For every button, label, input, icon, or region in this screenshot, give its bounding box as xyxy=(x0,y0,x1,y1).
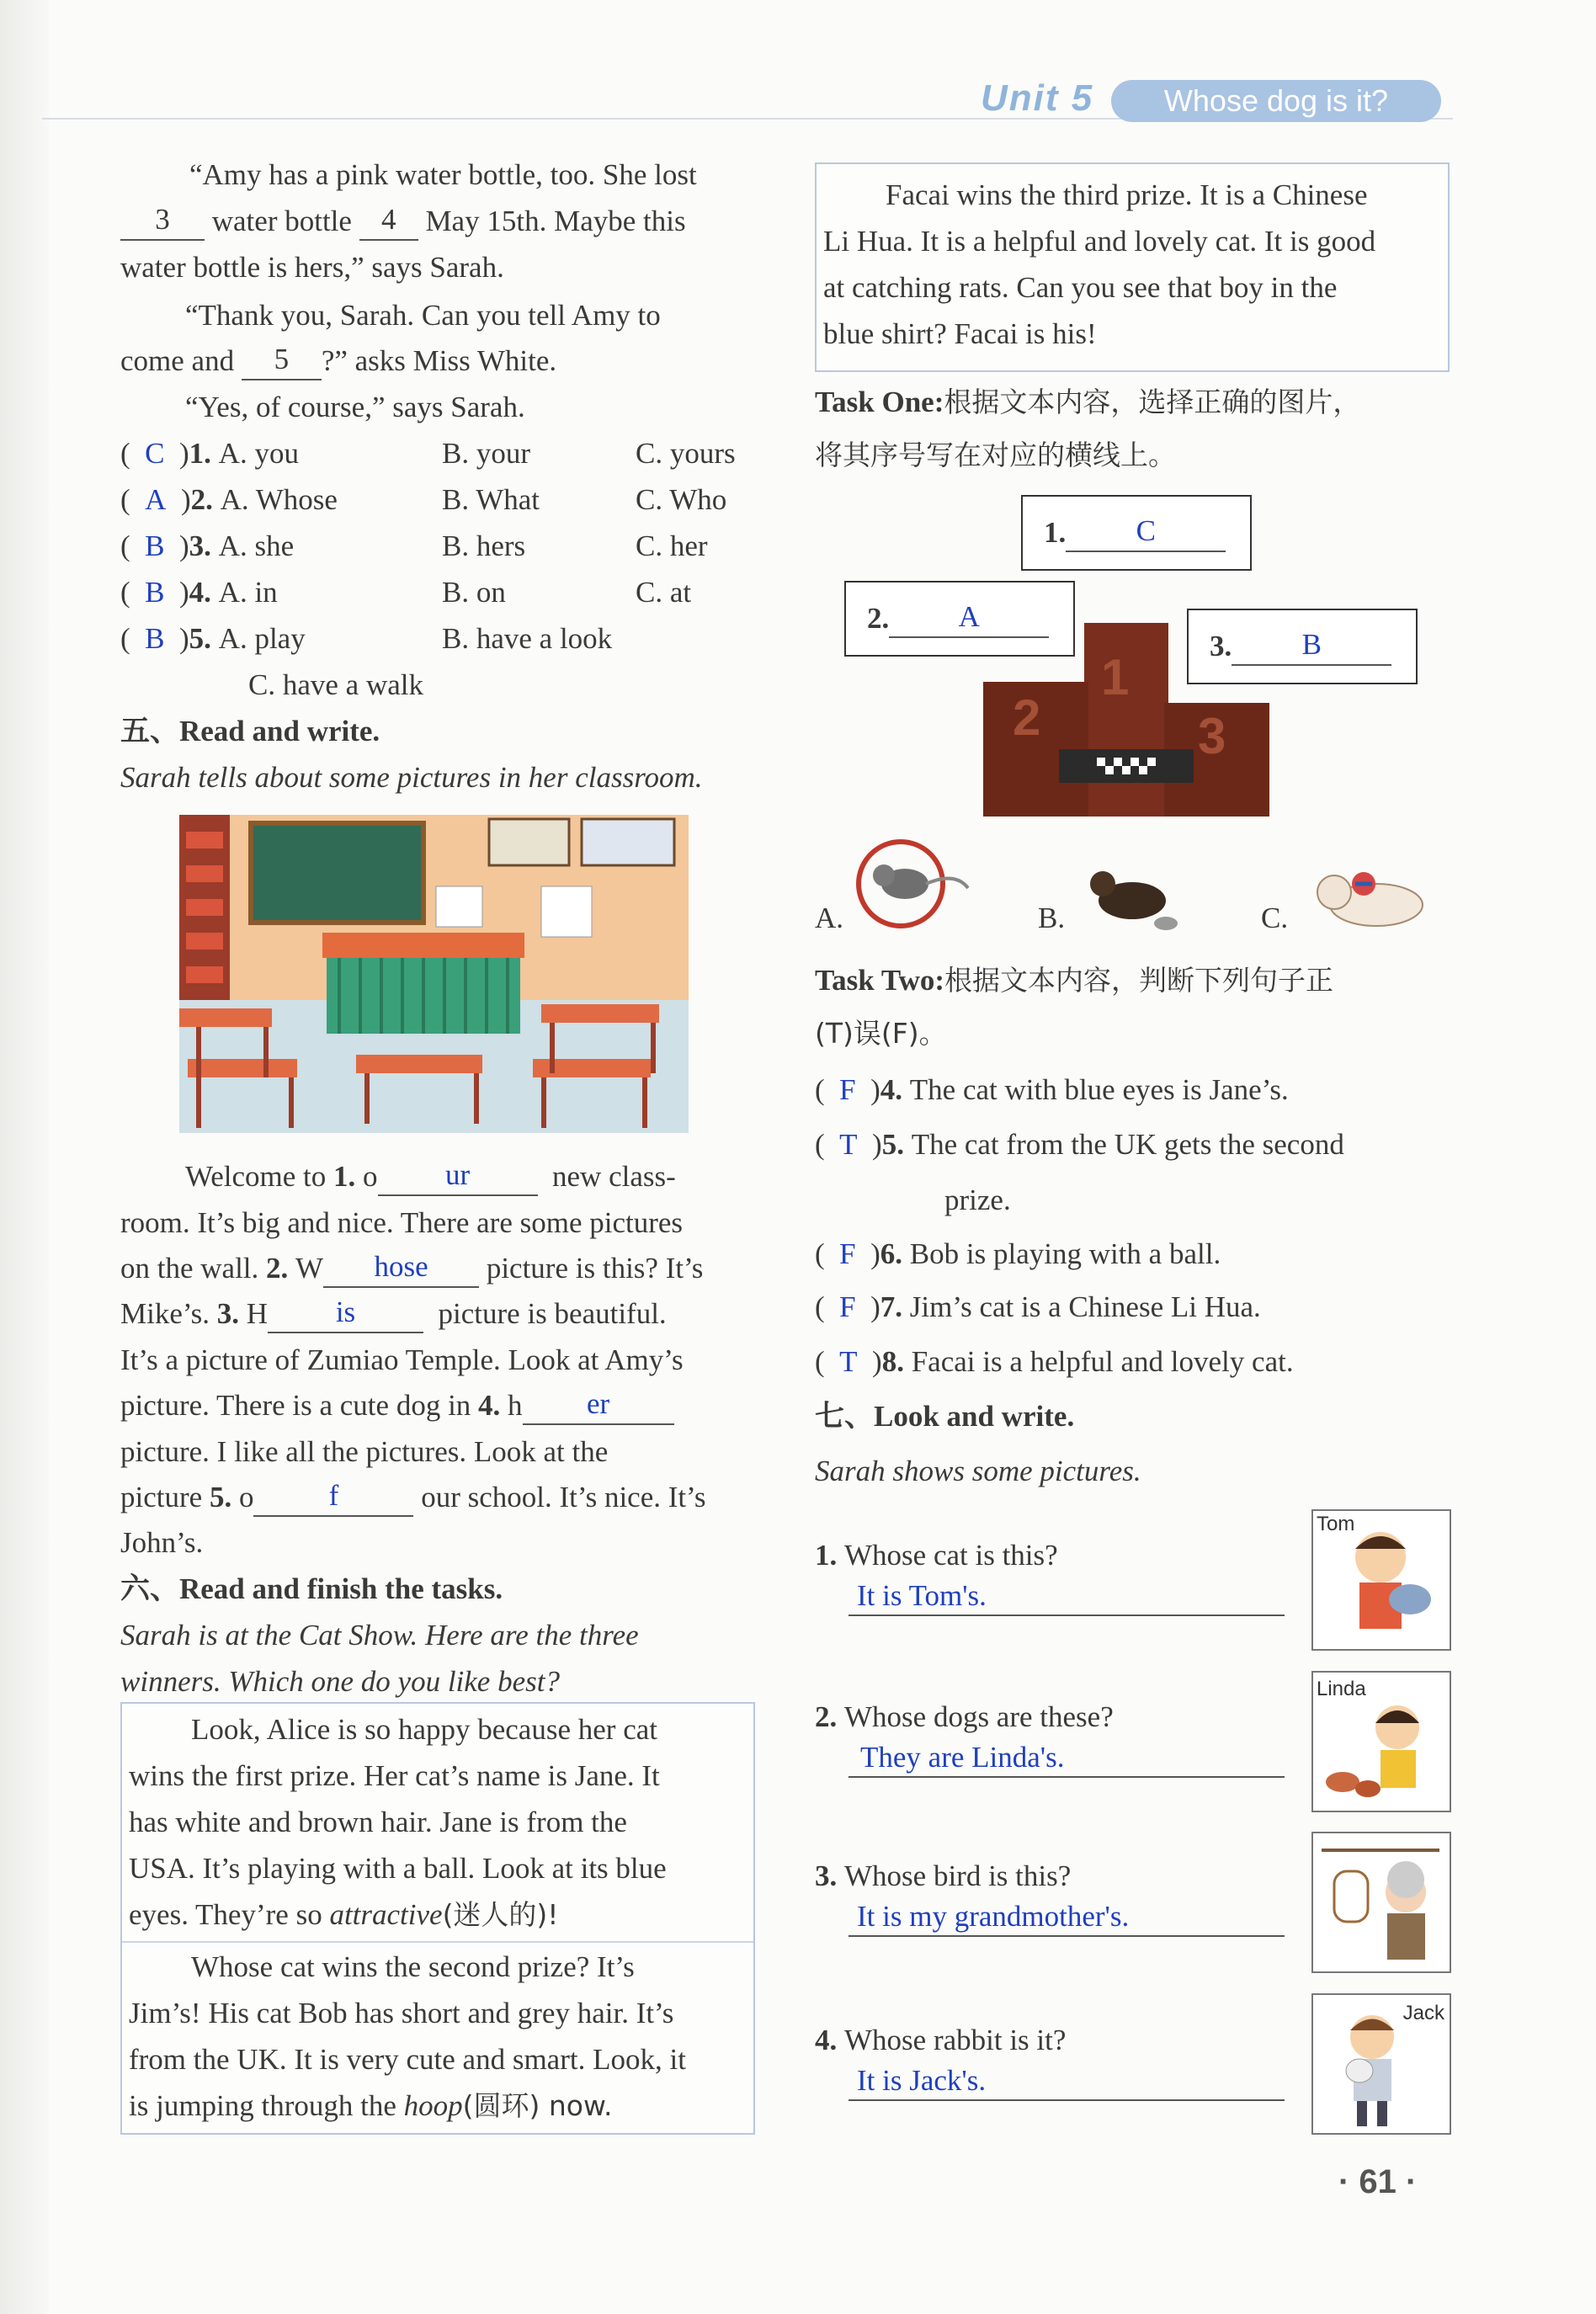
cloze-line: water bottle is hers,” says Sarah. xyxy=(120,251,504,284)
section6-subtitle-1: Sarah is at the Cat Show. Here are the three xyxy=(120,1619,639,1652)
blank-5: f xyxy=(253,1476,413,1517)
cat-ball-image xyxy=(1296,859,1431,939)
task-one-heading-2: 将其序号写在对应的横线上。 xyxy=(815,439,1176,471)
mcq-option: C. have a walk xyxy=(248,668,423,701)
tf-item-cont: prize. xyxy=(944,1184,1011,1216)
podium-digit-2: 2 xyxy=(1013,689,1041,746)
mcq-option: C. at xyxy=(636,576,692,609)
passage-line: John’s. xyxy=(120,1526,204,1559)
passage-line: room. It’s big and nice. There are some pictures xyxy=(120,1206,684,1239)
unit-label: Unit 5 xyxy=(981,77,1094,119)
section5-title: 五、Read and write. xyxy=(120,715,380,747)
mcq-option: B. have a look xyxy=(442,622,613,655)
page-number: · 61 · xyxy=(1338,2163,1418,2200)
mcq-option: B. your xyxy=(442,437,530,470)
podium-digit-1: 1 xyxy=(1101,649,1130,705)
answer-line xyxy=(849,1776,1285,1778)
task-two-heading: Task Two:根据文本内容，判断下列句子正 xyxy=(815,964,1334,997)
passage-line: picture 5. o f our school. It’s nice. It’s xyxy=(120,1478,705,1519)
section5-subtitle: Sarah tells about some pictures in her classroom. xyxy=(120,761,703,794)
answer-line xyxy=(849,1614,1285,1616)
linda-picture: Linda xyxy=(1311,1671,1451,1812)
tf-item: ( F )4. The cat with blue eyes is Jane’s. xyxy=(815,1073,1289,1106)
choice-a-label: A. xyxy=(815,902,844,934)
passage-box-3: Facai wins the third prize. It is a Chinese Li Hua. It is a helpful and lovely cat. It is good at catching rats. Can you see that boy in the blue shirt? Facai is his! xyxy=(815,162,1450,372)
tom-picture: Tom xyxy=(1311,1509,1451,1651)
passage-line: Welcome to 1. o ur new class- xyxy=(185,1157,676,1198)
cloze-line: 3 water bottle 4 May 15th. Maybe this xyxy=(120,202,686,242)
blank-1: ur xyxy=(378,1156,538,1196)
answer-line xyxy=(849,1935,1285,1937)
tf-item: ( T )8. Facai is a helpful and lovely cat. xyxy=(815,1345,1294,1378)
blank-2: hose xyxy=(323,1247,479,1288)
tf-item: ( F )6. Bob is playing with a ball. xyxy=(815,1237,1221,1270)
mcq-option: B. hers xyxy=(442,529,526,562)
mcq-option: C. her xyxy=(636,529,708,562)
look-write-answer-1: It is Tom's. xyxy=(857,1579,987,1612)
look-write-question-1: 1. Whose cat is this? xyxy=(815,1539,1058,1572)
passage-line: picture. There is a cute dog in 4. h er xyxy=(120,1386,674,1427)
tf-item: ( T )5. The cat from the UK gets the second xyxy=(815,1128,1344,1161)
look-write-question-4: 4. Whose rabbit is it? xyxy=(815,2024,1067,2056)
mcq-item: ( B )4. A. in xyxy=(120,576,278,609)
podium-answer-2: 2. A xyxy=(844,581,1075,657)
section7-title: 七、Look and write. xyxy=(815,1400,1075,1433)
tf-item: ( F )7. Jim’s cat is a Chinese Li Hua. xyxy=(815,1290,1261,1323)
blank-4: er xyxy=(523,1385,674,1425)
look-write-answer-3: It is my grandmother's. xyxy=(857,1900,1130,1933)
jack-picture: Jack xyxy=(1311,1993,1451,2135)
blank-3: is xyxy=(268,1293,423,1333)
mcq-option: B. What xyxy=(442,483,540,516)
cloze-line: come and 5 ?” asks Miss White. xyxy=(120,342,556,382)
cloze-line: “Thank you, Sarah. Can you tell Amy to xyxy=(185,299,661,332)
podium-answer-1: 1. C xyxy=(1021,495,1252,571)
passage-line: picture. I like all the pictures. Look at the xyxy=(120,1435,609,1468)
mcq-item: ( C )1. A. you xyxy=(120,437,299,470)
mcq-option: B. on xyxy=(442,576,506,609)
blank-5: 5 xyxy=(242,340,322,380)
podium-answer-3: 3. B xyxy=(1187,609,1418,684)
podium-illustration xyxy=(983,623,1269,817)
passage-line: on the wall. 2. W hose picture is this? It’s xyxy=(120,1249,703,1290)
look-write-question-3: 3. Whose bird is this? xyxy=(815,1859,1072,1892)
look-write-answer-2: They are Linda's. xyxy=(860,1741,1065,1774)
mcq-item: ( A )2. A. Whose xyxy=(120,483,338,516)
passage-line: It’s a picture of Zumiao Temple. Look at Amy’s xyxy=(120,1343,684,1376)
blank-3: 3 xyxy=(120,200,205,241)
grandmother-picture xyxy=(1311,1832,1451,1973)
choice-b-label: B. xyxy=(1038,902,1066,934)
blank-4: 4 xyxy=(359,200,418,241)
passage-line: Mike’s. 3. H is picture is beautiful. xyxy=(120,1295,667,1335)
choice-c-label: C. xyxy=(1261,902,1289,934)
answer-line xyxy=(849,2099,1285,2101)
cloze-line: “Amy has a pink water bottle, too. She lost xyxy=(189,158,697,191)
task-two-heading-2: (T)误(F)。 xyxy=(815,1017,947,1050)
section7-subtitle: Sarah shows some pictures. xyxy=(815,1455,1141,1487)
page-edge xyxy=(0,0,49,2314)
cat-hoop-image xyxy=(850,838,976,939)
look-write-answer-4: It is Jack's. xyxy=(857,2064,987,2097)
task-one-heading: Task One:根据文本内容，选择正确的图片， xyxy=(815,386,1361,418)
mcq-item: ( B )5. A. play xyxy=(120,622,306,655)
mcq-option: C. Who xyxy=(636,483,727,516)
mcq-option: C. yours xyxy=(636,437,736,470)
classroom-illustration xyxy=(179,815,689,1133)
section6-title: 六、Read and finish the tasks. xyxy=(120,1572,503,1605)
cat-rat-image xyxy=(1073,854,1191,939)
unit-title-pill: Whose dog is it? xyxy=(1111,80,1441,122)
passage-box-1: Look, Alice is so happy because her cat wins the first prize. Her cat’s name is Jane. It has white and brown hair. Jane is from the USA. It’s playing with a ball. Look at its blue eyes. They’re so attractive(迷人的)! Whose cat wins the second prize? It’s Jim’s! His cat Bob has short and grey hair. It’s from the UK. It is very cute and smart. Look, it is jumping through the hoop(圆环) now. xyxy=(120,1702,755,2135)
mcq-item: ( B )3. A. she xyxy=(120,529,295,562)
look-write-question-2: 2. Whose dogs are these? xyxy=(815,1700,1114,1733)
podium-digit-3: 3 xyxy=(1198,708,1226,764)
section6-subtitle-2: winners. Which one do you like best? xyxy=(120,1665,560,1698)
cloze-line: “Yes, of course,” says Sarah. xyxy=(185,391,525,423)
